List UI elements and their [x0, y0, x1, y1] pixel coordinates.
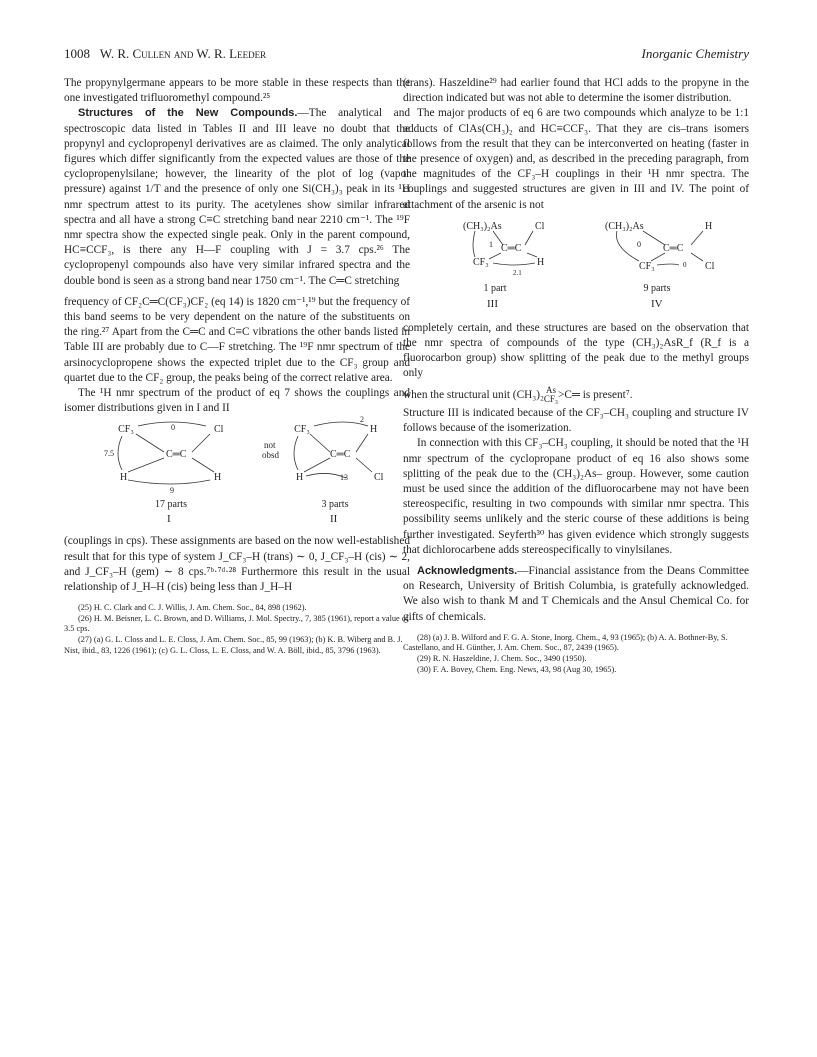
svg-text:C═C: C═C: [663, 242, 684, 254]
page-header: [64, 46, 749, 64]
svg-text:CF₃: CF₃: [118, 424, 134, 436]
structure-diagram: [403, 217, 749, 315]
svg-text:(CH₃)₂As: (CH₃)₂As: [463, 220, 502, 232]
svg-text:C═C: C═C: [330, 449, 351, 461]
paragraph-acknowledgments: [403, 564, 749, 625]
structure-II-parts: 3 parts: [321, 499, 349, 511]
structure-IV-parts: 9 parts: [643, 282, 671, 294]
svg-text:Cl: Cl: [374, 472, 384, 484]
svg-text:H: H: [370, 424, 378, 436]
svg-text:CF₃: CF₃: [294, 424, 310, 436]
text-run: when the structural unit (CH₃)₂: [403, 388, 544, 401]
svg-text:Cl: Cl: [535, 220, 545, 232]
ack-heading: Acknowledgments.: [417, 565, 518, 578]
right-column: [403, 76, 749, 675]
paragraph: In connection with this CF₃–CH₃ coupling, it should be noted that the ¹H nmr spectrum of the cyclopropane product of eq 16 also shows some splitting of the peak due to the (CH₃)₂As– group. However, some caution must be used since the addition of the difluorocarbene may not have been stereospecific, resulting in two compounds with similar nmr spectra. This possibility seems unlikely and the steric course of these additions is being further investigated. Seyferth³⁰ has given evidence which strongly suggests that dichlorocarbene adds stereospecifically to vinylsilanes.: [403, 437, 749, 556]
coupling-value: 7.5: [104, 449, 114, 459]
structural-unit-line: [403, 386, 749, 404]
svg-text:C═C: C═C: [166, 449, 187, 461]
coupling-value: 13: [340, 473, 348, 483]
structure-I-parts: 17 parts: [155, 499, 187, 511]
coupling-value: 0: [171, 423, 175, 433]
footnote: (29) R. N. Haszeldine, J. Chem. Soc., 3490 (1950).: [417, 654, 587, 664]
journal-name: Inorganic Chemistry: [641, 46, 749, 61]
coupling-value: 2.1: [513, 268, 522, 277]
coupling-value: 9: [170, 486, 174, 496]
svg-text:H: H: [214, 472, 222, 484]
footnote: (30) F. A. Bovey, Chem. Eng. News, 43, 98 (Aug 30, 1965).: [417, 664, 617, 674]
footnote: (28) (a) J. B. Wilford and F. G. A. Stone, Inorg. Chem., 4, 93 (1965); (b) A. A. Bothner-By, S. Castellano, and H. Günther, J. Am. Chem. Soc., 87, 2439 (1965).: [403, 632, 728, 653]
as-cf3-fraction: [544, 386, 558, 404]
ack-text: —Financial assistance from the Deans Committee on Research, University of British Columbia, is gratefully acknowledged. We also wish to thank M and T Chemicals and the Ansul Chemical Co. for gifts of chemicals.: [403, 565, 749, 623]
structure-IV-label: IV: [651, 297, 663, 310]
svg-text:H: H: [705, 220, 713, 232]
coupling-value: 1: [489, 239, 493, 249]
left-column: [64, 76, 410, 656]
svg-text:Cl: Cl: [705, 260, 715, 272]
figure-structures-I-II: [64, 415, 410, 528]
svg-text:H: H: [537, 256, 545, 268]
cf3-label: CF₃: [543, 394, 559, 405]
paragraph: (trans). Haszeldine²⁹ had earlier found that HCl adds to the propyne in the direction indicated but was not able to determine the isomer distribution.: [403, 77, 749, 105]
structure-III-label: III: [487, 297, 498, 310]
footnotes-left: [64, 603, 410, 656]
coupling-value: 2: [360, 415, 364, 425]
svg-text:Cl: Cl: [214, 424, 224, 436]
page-number: 1008: [64, 46, 90, 61]
footnote: (25) H. C. Clark and C. J. Willis, J. Am. Chem. Soc., 84, 898 (1962).: [78, 603, 307, 613]
coupling-value: 0: [637, 239, 641, 249]
text-run: >C═ is present⁷.: [558, 388, 633, 401]
footnote: (26) H. M. Beisner, L. C. Brown, and D. Williams, J. Mol. Spectry., 7, 385 (1961), report a value of 3.5 cps.: [64, 613, 409, 634]
svg-text:not: not: [264, 440, 276, 451]
svg-text:H: H: [296, 472, 304, 484]
svg-text:(CH₃)₂As: (CH₃)₂As: [605, 220, 644, 232]
section-heading: Structures of the New Compounds.: [78, 107, 298, 120]
footnote: (27) (a) G. L. Closs and L. E. Closs, J. Am. Chem. Soc., 85, 99 (1963); (b) K. B. Wiberg and B. J. Nist, ibid., 83, 1226 (1961); (c) G. L. Closs, L. E. Closs, and W. A. Böll, ibid., 85, 3796 (1963).: [64, 635, 403, 655]
paragraph-text: —The analytical and spectroscopic data listed in Tables II and III leave no doubt that the propynyl and cyclopropenyl derivatives are as claimed. The only analytical figures which differ significantly from the expected values are those of the cyclopropenylsilane; however, the linearity of the plot of log (vapor pressure) against 1/T and the presence of only one Si(CH₃)₃ peak in its ¹H nmr spectrum attest to its purity. The acetylenes show similar infrared spectra and all have a strong C≡C stretching band near 2210 cm⁻¹. The ¹⁹F nmr spectra show the expected single peak. Only in the parent compound, HC≡CCF₃, is there any H—F coupling with J = 3.7 cps.²⁶ The cyclopropenyl compounds also have very similar infrared spectra and the double bond is seen as a strong band near 1750 cm⁻¹. The C═C stretching: [64, 107, 410, 287]
paragraph: The propynylgermane appears to be more stable in these respects than the one investigated trifluoromethyl compound.²⁵: [64, 77, 410, 105]
paragraph: The major products of eq 6 are two compounds which analyze to be 1:1 adducts of ClAs(CH₃)₂ and HC≡CCF₃. That they are cis–trans isomers follows from the result that they can be interconverted on heating (faster in the presence of oxygen) and, as described in the preceding paragraph, from the magnitudes of the CF₃–H couplings in their ¹H nmr spectra. The couplings and suggested structures are given in III and IV. The point of attachment of the arsenic is not: [403, 107, 749, 211]
figure-structures-III-IV: [403, 217, 749, 315]
authors: W. R. Cullen and W. R. Leeder: [99, 46, 267, 61]
structure-I-label: I: [167, 513, 171, 526]
footnotes-right: [403, 633, 749, 675]
svg-text:CF₃: CF₃: [473, 256, 489, 268]
page-number-authors: [64, 46, 266, 62]
svg-text:H: H: [120, 472, 128, 484]
coupling-value: 0: [683, 260, 687, 269]
paragraph-structures: [64, 106, 410, 288]
paragraph: frequency of CF₂C═C(CF₃)CF₂ (eq 14) is 1820 cm⁻¹,¹⁹ but the frequency of this band seems to be very dependent on the nature of the substituents on the ring.²⁷ Apart from the C═C and C≡C vibrations the other bands listed in Table III are probably due to C—F stretching. The ¹⁹F nmr spectrum of the arsinocyclopropene shows the expected triplet due to the CF₃ group and quartet due to the CF₂ group, the peaks being of the correct relative area.: [64, 295, 410, 384]
paragraph: The ¹H nmr spectrum of the product of eq 7 shows the couplings and isomer distributions given in I and II: [64, 387, 410, 415]
structure-II-label: II: [330, 513, 338, 526]
svg-text:C═C: C═C: [501, 242, 522, 254]
as-label: As: [545, 385, 556, 396]
svg-text:CF₃: CF₃: [639, 260, 655, 272]
svg-text:obsd: obsd: [262, 450, 280, 461]
paragraph: (couplings in cps). These assignments are based on the now well-established result that for this type of system J_CF₃–H (trans) ∼ 0, J_CF₃–H (cis) ∼ 2, and J_CF₃–H (gem) ∼ 8 cps.⁷ᵇ·⁷ᵈ·²⁸ Furthermore this result in the usual relationship of J_H–H (cis) being less than J_H–H: [64, 535, 410, 594]
structure-III-parts: 1 part: [483, 282, 507, 294]
paragraph: Structure III is indicated because of the CF₃–CH₃ coupling and structure IV follows because of the isomerization.: [403, 407, 749, 435]
paragraph: completely certain, and these structures are based on the observation that the nmr spectra of compounds of the type (CH₃)₂AsR_f (R_f is a fluorocarbon group) show splitting of the peak due to the methyl groups only: [403, 321, 749, 380]
